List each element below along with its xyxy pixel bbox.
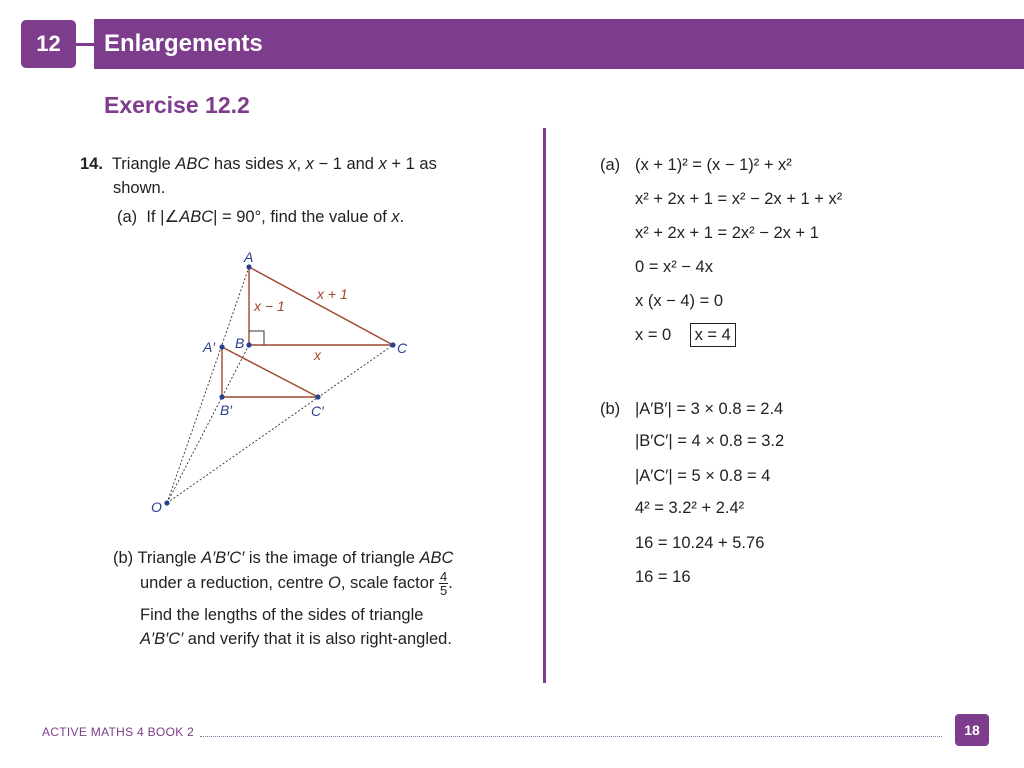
- point-a-prime: [219, 344, 224, 349]
- answer-a-label: (a): [600, 156, 621, 174]
- q-text: A′B′C′: [201, 549, 245, 567]
- question-part-b-line-3: Find the lengths of the sides of triangle: [140, 606, 424, 624]
- question-part-b-line-1: [113, 546, 453, 570]
- chapter-number-badge: 12: [21, 20, 76, 68]
- point-b-prime: [219, 394, 224, 399]
- question-line-1: [80, 152, 437, 176]
- question-part-b-line-4: [140, 627, 452, 651]
- q-text: has sides: [209, 155, 289, 173]
- ray-o-c: [167, 345, 393, 503]
- fraction-denominator: 5: [440, 583, 448, 598]
- answer-b-label: (b): [600, 400, 621, 418]
- q-text: Triangle: [111, 155, 176, 173]
- answer-b-line-3: |A′C′| = 5 × 0.8 = 4: [635, 467, 771, 485]
- answer-a-line-4: 0 = x² − 4x: [635, 258, 713, 276]
- point-b: [246, 342, 251, 347]
- q-text: O: [328, 573, 341, 592]
- ray-o-b: [167, 345, 249, 503]
- question-part-a: [117, 205, 404, 229]
- part-a-label: (a): [117, 208, 138, 226]
- point-c: [390, 342, 395, 347]
- ray-o-a: [167, 267, 249, 503]
- label-a: A: [244, 249, 254, 265]
- q-text: is the image of triangle: [244, 549, 420, 567]
- q-text: x: [378, 155, 387, 173]
- q-text: ABC: [175, 155, 210, 173]
- question-number: 14.: [80, 155, 103, 173]
- chapter-title-bar: [94, 19, 1024, 69]
- q-text: x: [288, 155, 297, 173]
- question-part-b-line-2: [140, 570, 453, 597]
- label-c-prime: C′: [311, 403, 324, 419]
- column-divider: [543, 128, 546, 683]
- q-text: under a reduction, centre: [140, 573, 329, 592]
- q-text: Triangle: [137, 549, 202, 567]
- q-text: ,: [296, 155, 306, 173]
- answer-x-zero: x = 0: [635, 326, 672, 344]
- label-side-ac: x + 1: [317, 286, 348, 302]
- answer-a-line-2: x² + 2x + 1 = x² − 2x + 1 + x²: [635, 190, 843, 208]
- answer-b-line-5: 16 = 10.24 + 5.76: [635, 534, 765, 552]
- right-angle-marker: [249, 331, 264, 345]
- triangle-diagram: [140, 240, 430, 525]
- label-a-prime: A′: [203, 339, 215, 355]
- label-b: B: [235, 335, 245, 351]
- q-text: If |∠: [146, 208, 180, 226]
- label-c: C: [397, 340, 408, 356]
- answer-b-line-6: 16 = 16: [635, 568, 691, 586]
- answer-b-line-4: 4² = 3.2² + 2.4²: [635, 499, 745, 517]
- q-text: x: [391, 208, 400, 226]
- q-text: | = 90°, find the value of: [213, 208, 392, 226]
- part-b-label: (b): [113, 549, 134, 567]
- q-text: A′B′C′: [140, 630, 184, 648]
- footer-dotted-rule: [200, 736, 942, 737]
- q-text: − 1 and: [313, 155, 379, 173]
- label-side-bc: x: [314, 347, 321, 363]
- side-a1c1: [222, 347, 318, 397]
- header-connector: [76, 43, 94, 46]
- question-line-2: shown.: [113, 179, 166, 197]
- exercise-title: Exercise 12.2: [104, 92, 250, 118]
- answer-a-line-1: (x + 1)² = (x − 1)² + x²: [635, 156, 792, 174]
- footer-book-title: ACTIVE MATHS 4 BOOK 2: [42, 725, 195, 739]
- q-text: x: [305, 155, 314, 173]
- fraction-numerator: 4: [440, 569, 448, 584]
- q-text: + 1 as: [386, 155, 437, 173]
- answer-b-line-2: |B′C′| = 4 × 0.8 = 3.2: [635, 432, 785, 450]
- chapter-title: Enlargements: [104, 30, 263, 57]
- label-b-prime: B′: [220, 402, 232, 418]
- point-c-prime: [315, 394, 320, 399]
- answer-boxed: x = 4: [690, 323, 736, 347]
- answer-b-line-1: |A′B′| = 3 × 0.8 = 2.4: [635, 400, 784, 418]
- q-text: .: [448, 573, 453, 592]
- label-side-ab: x − 1: [254, 298, 285, 314]
- answer-a-line-5: x (x − 4) = 0: [635, 292, 724, 310]
- q-text: .: [399, 208, 405, 226]
- scale-factor-fraction: [439, 570, 448, 597]
- q-text: and verify that it is also right-angled.: [183, 630, 452, 648]
- q-text: ABC: [179, 208, 214, 226]
- q-text: , scale factor: [340, 573, 440, 592]
- page-number: 18: [955, 714, 989, 746]
- q-text: ABC: [419, 549, 454, 567]
- point-o: [164, 500, 169, 505]
- point-a: [246, 264, 251, 269]
- answer-a-line-6: [635, 323, 736, 347]
- label-o: O: [151, 499, 162, 515]
- answer-a-line-3: x² + 2x + 1 = 2x² − 2x + 1: [635, 224, 819, 242]
